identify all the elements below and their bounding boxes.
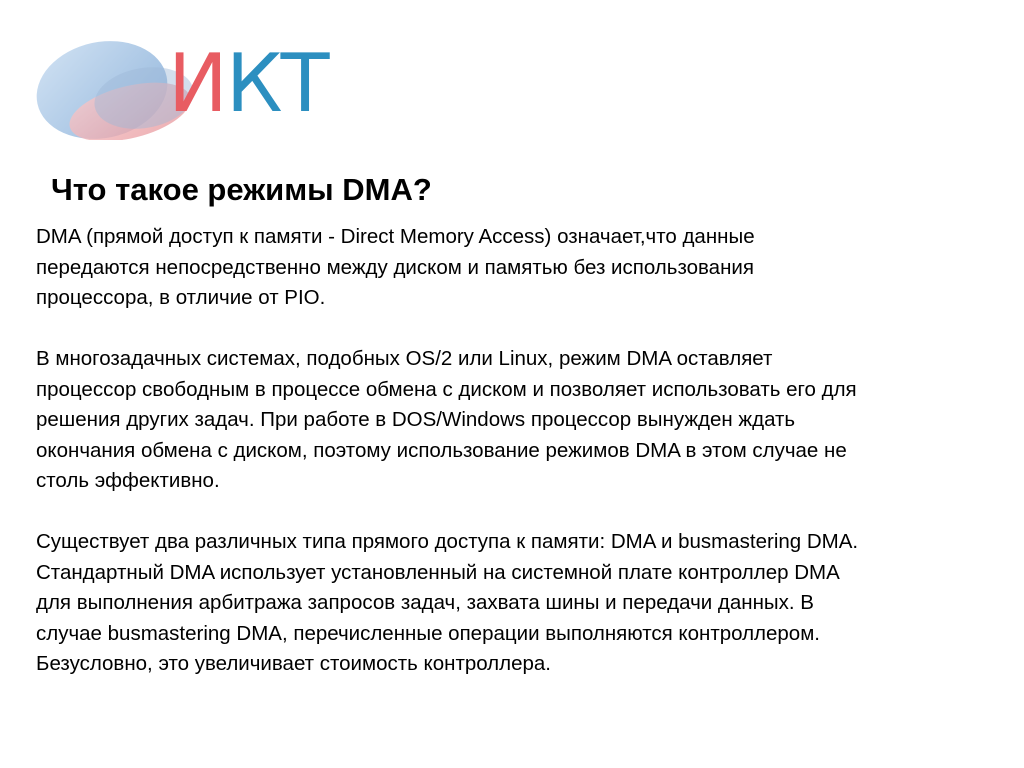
logo (34, 30, 328, 140)
paragraph-3: Существует два различных типа прямого доступа к памяти: DMA и busmastering DMA. Стандартный DMA использует установленный на системной плате контроллер DMA для выполнения арбитража запросов задач, захвата шины и передачи данных. В случае busmastering DMA, перечисленные операции выполняются контроллером. Безусловно, это увеличивает стоимость контроллера. (36, 530, 859, 675)
paragraph-2: В многозадачных системах, подобных OS/2 или Linux, режим DMA оставляет процессор свободным в процессе обмена с диском и позволяет использовать его для решения других задач. При работе в DOS/Windows процессор вынужден ждать окончания обмена с диском, поэтому использование режимов DMA в этом случае не столь эффективно. (36, 347, 857, 492)
slide-title: Что такое режимы DMA? (51, 172, 432, 207)
logo-letters-kt: КТ (225, 37, 328, 130)
logo-letter-i: И (168, 37, 226, 130)
slide-body (36, 222, 996, 680)
logo-text (168, 36, 328, 132)
paragraph-1: DMA (прямой доступ к памяти - Direct Memory Access) означает,что данные передаются непосредственно между диском и памятью без использования процессора, в отличие от PIO. (36, 225, 755, 309)
